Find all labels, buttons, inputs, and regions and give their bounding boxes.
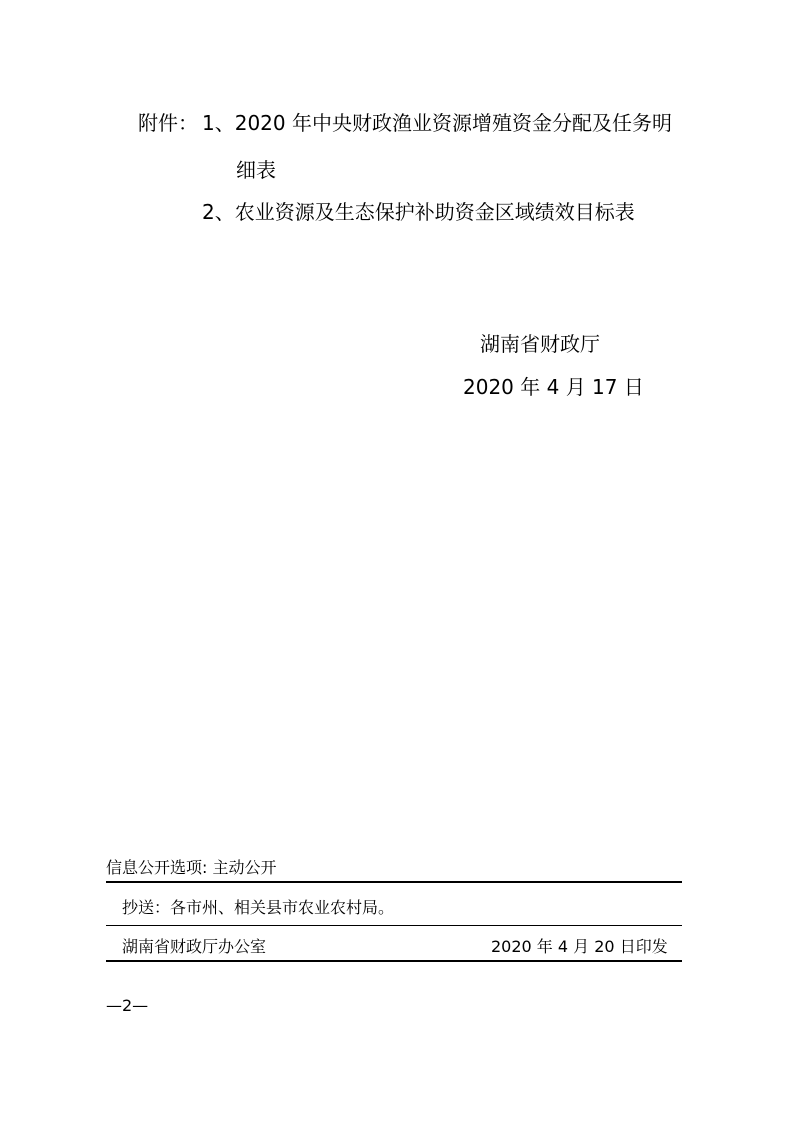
print-date: 2020 年 4 月 20 日印发 [491,937,668,956]
footer-rule-middle [106,925,682,926]
attachment-item-1-line-2: 细表 [236,158,276,182]
issuer-name: 湖南省财政厅 [480,332,600,356]
issuing-office: 湖南省财政厅办公室 [122,937,267,956]
issue-date: 2020 年 4 月 17 日 [463,375,644,399]
disclosure-option: 信息公开选项: 主动公开 [106,858,277,877]
attachment-item-1-line-1: 1、2020 年中央财政渔业资源增殖资金分配及任务明 [202,111,672,135]
attachment-item-2: 2、农业资源及生态保护补助资金区域绩效目标表 [202,200,635,224]
footer-rule-top [106,881,682,883]
page-number: —2— [106,996,149,1015]
attachments-lead: 附件： [138,111,198,135]
footer-rule-bottom [106,960,682,962]
cc-recipients: 抄送：各市州、相关县市农业农村局。 [122,898,395,917]
